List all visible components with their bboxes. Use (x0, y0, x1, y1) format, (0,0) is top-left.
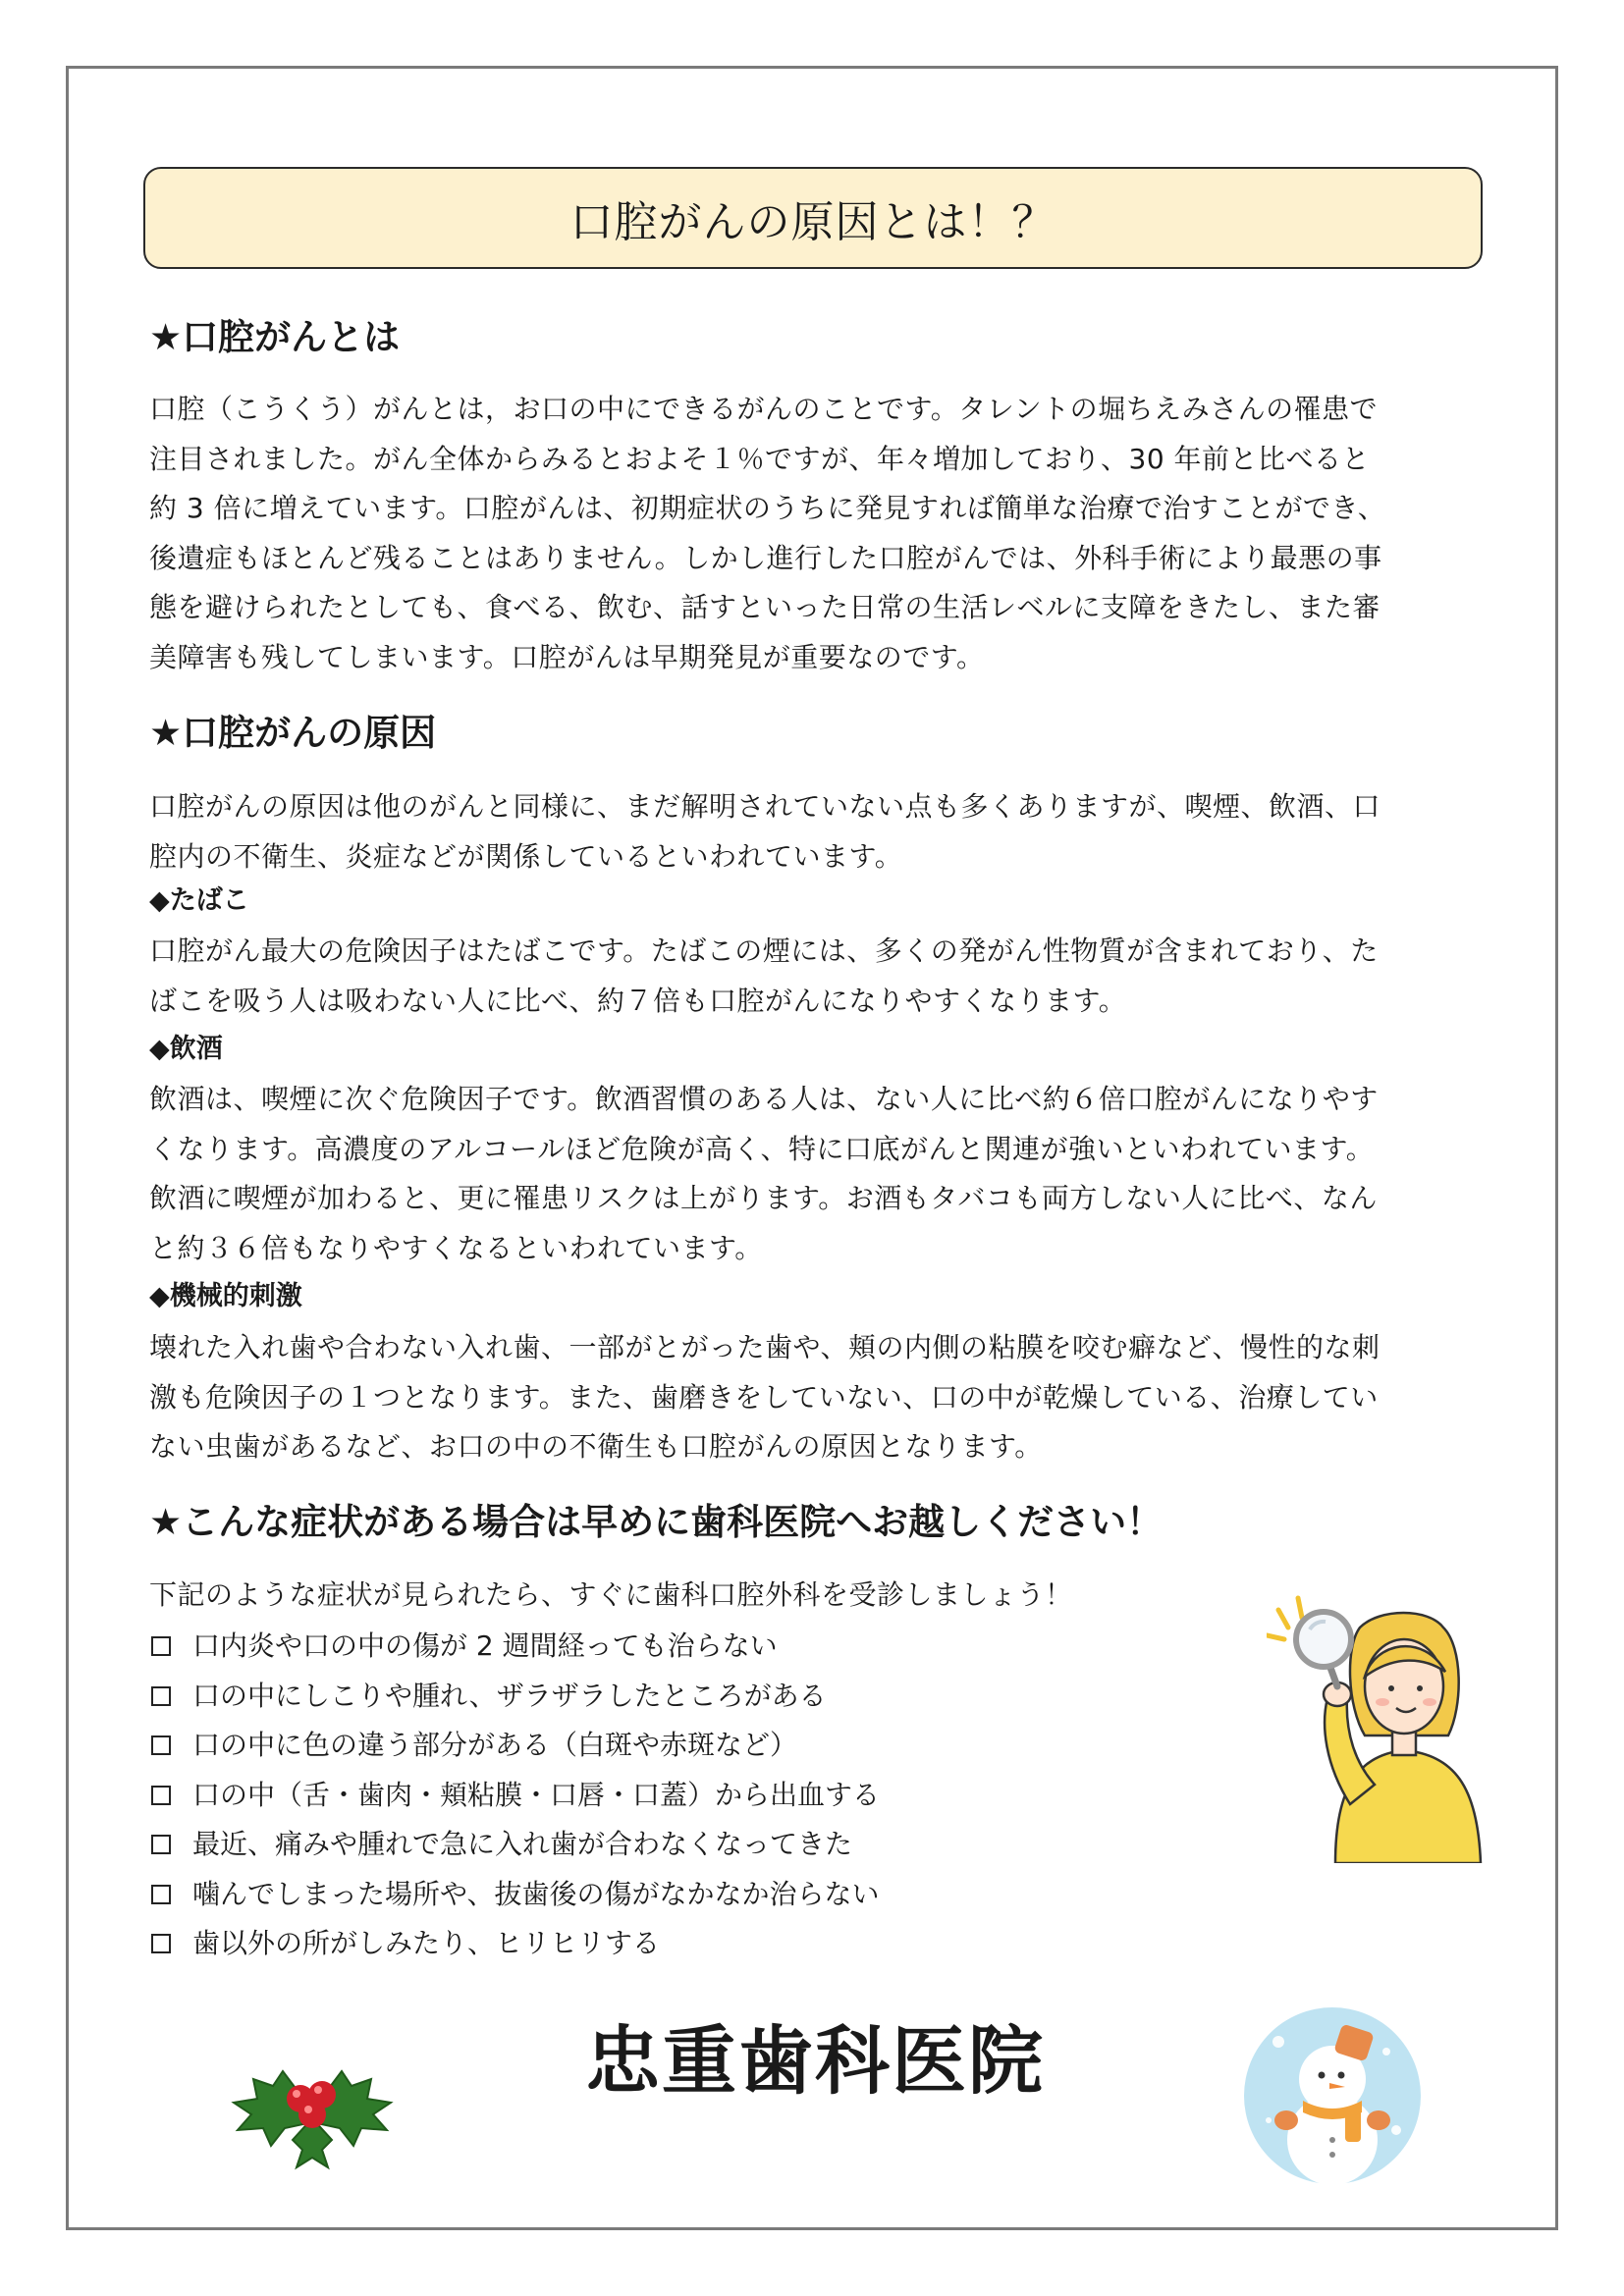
paragraph-line: 壊れた入れ歯や合わない入れ歯、一部がとがった歯や、頬の内側の粘膜を咬む癖など、慢性的な刺 (149, 1331, 1380, 1363)
symptom-text: 歯以外の所がしみたり、ヒリヒリする (192, 1927, 661, 1959)
symptom-text: 最近、痛みや腫れで急に入れ歯が合わなくなってきた (192, 1828, 853, 1860)
subheading-mechanical-stimulus: ◆機械的刺激 (149, 1281, 302, 1311)
checkbox-icon (151, 1636, 171, 1656)
paragraph-line: と約３６倍もなりやすくなるといわれています。 (149, 1231, 763, 1264)
paragraph-line: 約 3 倍に増えています。口腔がんは、初期症状のうちに発見すれば簡単な治療で治すことができ、 (149, 492, 1386, 524)
symptom-text: 噛んでしまった場所や、抜歯後の傷がなかなか治らない (192, 1877, 880, 1910)
section-heading-causes: ★口腔がんの原因 (149, 712, 437, 754)
symptom-item (149, 1919, 1477, 1969)
checkbox-icon (151, 1735, 171, 1755)
paragraph-line: くなります。高濃度のアルコールほど危険が高く、特に口底がんと関連が強いといわれています。 (149, 1132, 1375, 1165)
paragraph-line: 美障害も残してしまいます。口腔がんは早期発見が重要なのです。 (149, 640, 985, 673)
paragraph-line: 口腔がん最大の危険因子はたばこです。たばこの煙には、多くの発がん性物質が含まれており、た (149, 934, 1379, 967)
checkbox-icon (151, 1835, 171, 1854)
symptom-item (149, 1870, 1477, 1920)
magnifier-woman-illustration (1267, 1588, 1492, 1863)
paragraph-line: ない虫歯があるなど、お口の中の不衛生も口腔がんの原因となります。 (149, 1430, 1043, 1463)
section-body-causes-intro (149, 782, 1477, 881)
section-heading-symptoms: ★こんな症状がある場合は早めに歯科医院へお越しください！ (149, 1501, 1164, 1543)
section-heading-what-is-oral-cancer: ★口腔がんとは (149, 316, 401, 358)
paragraph-line: ばこを吸う人は吸わない人に比べ、約７倍も口腔がんになりやすくなります。 (149, 984, 1127, 1017)
paragraph-line: 注目されました。がん全体からみるとおよそ１％ですが、年々増加しており、30 年前と比べると (149, 442, 1371, 475)
checkbox-icon (151, 1686, 171, 1706)
symptom-text: 口の中にしこりや腫れ、ザラザラしたところがある (192, 1679, 827, 1712)
clinic-name: 忠重歯科医院 (585, 2017, 1045, 2105)
checkbox-icon (151, 1885, 171, 1904)
body-mechanical-stimulus (149, 1323, 1477, 1472)
paragraph-line: 飲酒は、喫煙に次ぐ危険因子です。飲酒習慣のある人は、ない人に比べ約６倍口腔がんになりやす (149, 1083, 1379, 1115)
holly-icon (224, 2052, 401, 2179)
symptom-text: 口の中（舌・歯肉・頬粘膜・口唇・口蓋）から出血する (192, 1778, 881, 1811)
checkbox-icon (151, 1934, 171, 1953)
paragraph-line: 飲酒に喫煙が加わると、更に罹患リスクは上がります。お酒もタバコも両方しない人に比べ、なん (149, 1182, 1378, 1214)
paragraph-line: 腔内の不衛生、炎症などが関係しているといわれています。 (149, 839, 903, 873)
body-tobacco (149, 927, 1477, 1026)
symptoms-intro: 下記のような症状が見られたら、すぐに歯科口腔外科を受診しましょう！ (149, 1578, 1073, 1611)
page-title: 口腔がんの原因とは！？ (143, 167, 1483, 269)
paragraph-line: 口腔（こうくう）がんとは，お口の中にできるがんのことです。タレントの堀ちえみさんの罹患で (149, 393, 1379, 425)
body-alcohol (149, 1075, 1477, 1273)
symptom-text: 口の中に色の違う部分がある（白斑や赤斑など） (192, 1729, 798, 1761)
paragraph-line: 態を避けられたとしても、食べる、飲む、話すといった日常の生活レベルに支障をきたし、また審 (149, 591, 1381, 623)
paragraph-line: 激も危険因子の１つとなります。また、歯磨きをしていない、口の中が乾燥している、治療してい (149, 1380, 1379, 1414)
snowman-icon (1239, 2002, 1426, 2189)
paragraph-line: 口腔がんの原因は他のがんと同様に、まだ解明されていない点も多くありますが、喫煙、飲酒、口 (149, 790, 1381, 823)
symptom-text: 口内炎や口の中の傷が 2 週間経っても治らない (192, 1629, 778, 1662)
subheading-alcohol: ◆飲酒 (149, 1034, 223, 1064)
checkbox-icon (151, 1786, 171, 1805)
paragraph-line: 後遺症もほとんど残ることはありません。しかし進行した口腔がんでは、外科手術により最悪の事 (149, 541, 1382, 574)
section-body-what-is-oral-cancer (149, 385, 1477, 682)
subheading-tobacco: ◆たばこ (149, 885, 249, 916)
